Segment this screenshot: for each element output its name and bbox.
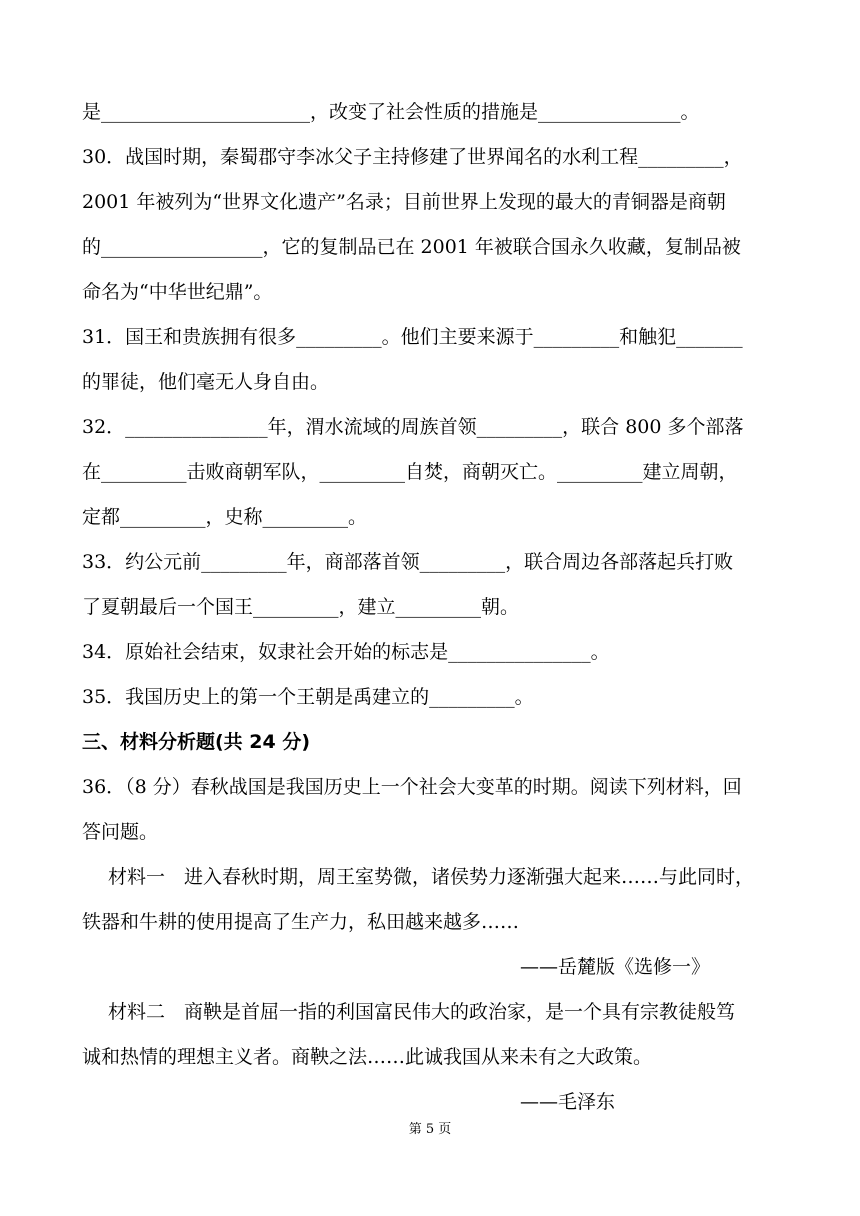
question-36-line-1: 36．（8 分）春秋战国是我国历史上一个社会大变革的时期。阅读下列材料，回 bbox=[82, 776, 742, 798]
material-1-line-1: 材料一 进入春秋时期，周王室势微，诸侯势力逐渐强大起来……与此同时， bbox=[108, 866, 755, 888]
question-31-line-2: 的罪徒，他们毫无人身自由。 bbox=[82, 371, 330, 393]
question-35: 35．我国历史上的第一个王朝是禹建立的_________。 bbox=[82, 686, 534, 708]
material-2-line-2: 诚和热情的理想主义者。商鞅之法……此诚我国从来未有之大政策。 bbox=[82, 1046, 653, 1068]
question-32-line-2: 在_________击败商朝军队，_________自焚，商朝灭亡。_________建立周朝， bbox=[82, 461, 738, 483]
material-1-line-2: 铁器和牛耕的使用提高了生产力，私田越来越多…… bbox=[82, 911, 520, 933]
question-30-line-3: 的_________________，它的复制品已在 2001 年被联合国永久收藏，复制品被 bbox=[82, 236, 741, 258]
question-36-line-2: 答问题。 bbox=[82, 821, 159, 843]
question-30-line-4: 命名为“中华世纪鼎”。 bbox=[82, 281, 273, 303]
question-34: 34．原始社会结束，奴隶社会开始的标志是_______________。 bbox=[82, 641, 610, 663]
page-number: 第 5 页 bbox=[408, 1122, 452, 1137]
question-33-line-2: 了夏朝最后一个国王_________，建立_________朝。 bbox=[82, 596, 520, 618]
question-32-line-1: 32．_______________年，渭水流域的周族首领_________，联合 800 多个部落 bbox=[82, 416, 744, 438]
question-32-line-3: 定都_________，史称_________。 bbox=[82, 506, 368, 528]
material-1-source: ——岳麓版《选修一》 bbox=[520, 956, 711, 978]
question-30-line-1: 30．战国时期，秦蜀郡守李冰父子主持修建了世界闻名的水利工程_________， bbox=[82, 146, 743, 168]
question-33-line-1: 33．约公元前_________年，商部落首领_________，联合周边各部落起兵打败 bbox=[82, 551, 734, 573]
question-30-line-2: 2001 年被列为“世界文化遗产”名录；目前世界上发现的最大的青铜器是商朝 bbox=[82, 191, 726, 213]
material-2-line-1: 材料二 商鞅是首屈一指的利国富民伟大的政治家，是一个具有宗教徒般笃 bbox=[108, 1001, 736, 1023]
question-31-line-1: 31．国王和贵族拥有很多_________。他们主要来源于_________和触犯_______ bbox=[82, 326, 743, 348]
material-2-source: ——毛泽东 bbox=[520, 1091, 616, 1113]
section-heading: 三、材料分析题(共 24 分) bbox=[82, 731, 311, 753]
question-29-continued: 是______________________，改变了社会性质的措施是_______________。 bbox=[82, 101, 700, 123]
